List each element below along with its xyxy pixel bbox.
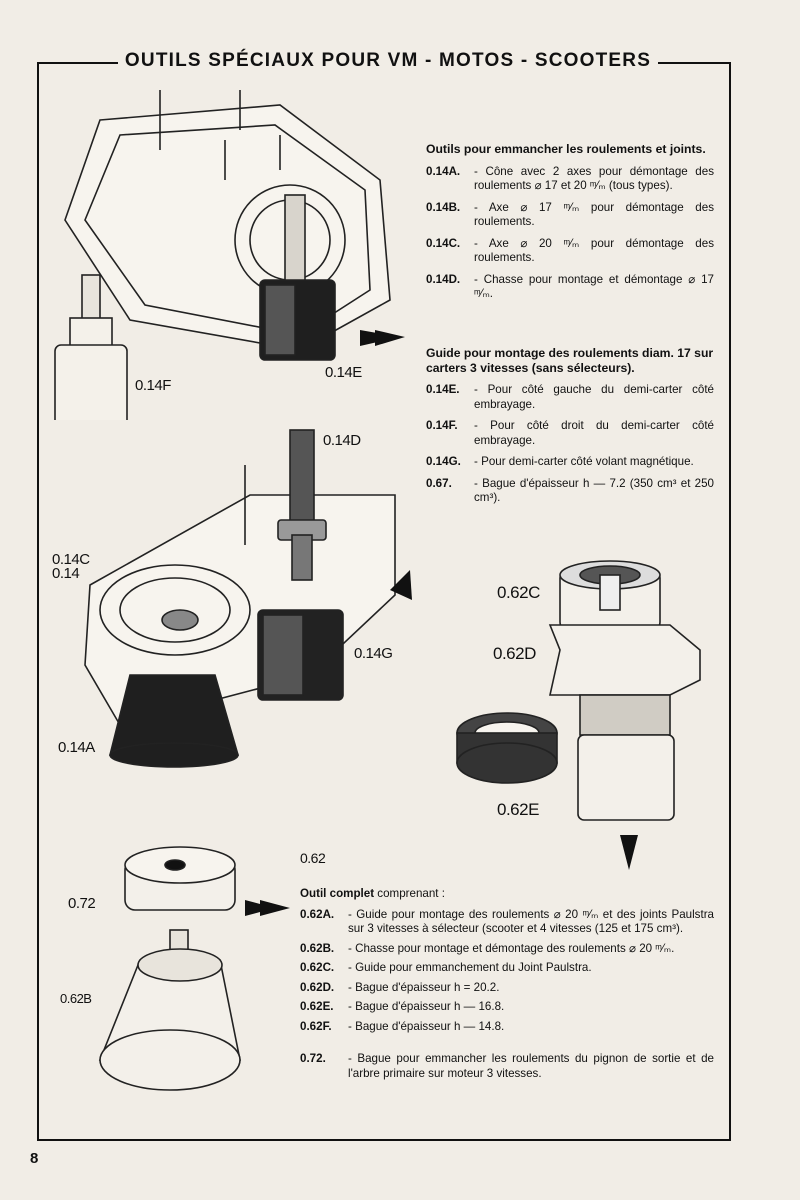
label-0-14d: 0.14D	[323, 432, 361, 449]
page-title: OUTILS SPÉCIAUX POUR VM - MOTOS - SCOOTERS	[118, 48, 658, 76]
section-2-heading: Guide pour montage des roulements diam. 17 sur carters 3 vitesses (sans sélecteurs).	[426, 346, 714, 375]
list-item: 0.62B. - Chasse pour montage et démontage des roulements ⌀ 20 ᵐ⁄ₘ.	[300, 941, 675, 955]
crankcase-illustration-middle	[50, 425, 420, 785]
list-item: 0.14F. - Pour côté droit du demi-carter côté embrayage.	[426, 419, 714, 447]
section-2	[426, 346, 714, 513]
section-1-heading: Outils pour emmancher les roulements et joints.	[426, 142, 706, 156]
list-item: 0.62D. - Bague d'épaisseur h = 20.2.	[300, 980, 500, 994]
list-item: 0.62F. - Bague d'épaisseur h — 14.8.	[300, 1019, 505, 1033]
page-number: 8	[30, 1150, 39, 1167]
list-item: 0.14G. - Pour demi-carter côté volant magnétique.	[426, 455, 694, 468]
label-0-62e: 0.62E	[497, 800, 539, 819]
label-0-14g: 0.14G	[354, 645, 393, 662]
tool-0-62-illustration	[450, 555, 720, 875]
label-0-14: 0.14	[52, 565, 80, 582]
section-3-label: 0.62	[300, 850, 326, 866]
label-0-62b: 0.62B	[60, 991, 92, 1006]
list-item: 0.67. - Bague d'épaisseur h — 7.2 (350 cm³ et 250 cm³).	[426, 476, 714, 504]
list-item: 0.72. - Bague pour emmancher les roulements du pignon de sortie et de l'arbre primaire sur moteur 3 vitesses.	[300, 1052, 714, 1080]
list-item: 0.14E. - Pour côté gauche du demi-carter côté embrayage.	[426, 383, 714, 411]
list-item: 0.14D. - Chasse pour montage et démontage ⌀ 17 ᵐ⁄ₘ.	[426, 272, 714, 300]
list-item: 0.14B. - Axe ⌀ 17 ᵐ⁄ₘ pour démontage des roulements.	[426, 200, 714, 228]
section-3	[300, 887, 714, 1088]
tool-0-72-illustration	[60, 840, 310, 1120]
label-0-62d: 0.62D	[493, 644, 536, 663]
label-0-14a: 0.14A	[58, 739, 95, 756]
label-0-14f: 0.14F	[135, 377, 171, 394]
section-1	[426, 142, 714, 309]
list-item: 0.62E. - Bague d'épaisseur h — 16.8.	[300, 1000, 505, 1013]
list-item: 0.14C. - Axe ⌀ 20 ᵐ⁄ₘ pour démontage des roulements.	[426, 236, 714, 264]
label-0-14e: 0.14E	[325, 364, 362, 381]
label-0-14c: 0.14C	[52, 551, 90, 568]
section-3-intro: Outil complet comprenant :	[300, 887, 445, 900]
label-0-72: 0.72	[68, 895, 96, 912]
list-item: 0.14A. - Cône avec 2 axes pour démontage des roulements ⌀ 17 et 20 ᵐ⁄ₘ (tous types).	[426, 164, 714, 192]
label-0-62c: 0.62C	[497, 583, 540, 602]
list-item: 0.62A. - Guide pour montage des roulements ⌀ 20 ᵐ⁄ₘ et des joints Paulstra sur 3 vitesses à sélecteur (scooter et 4 vitesses (125 et 175 cm³).	[300, 907, 714, 935]
list-item: 0.62C. - Guide pour emmanchement du Joint Paulstra.	[300, 961, 592, 974]
